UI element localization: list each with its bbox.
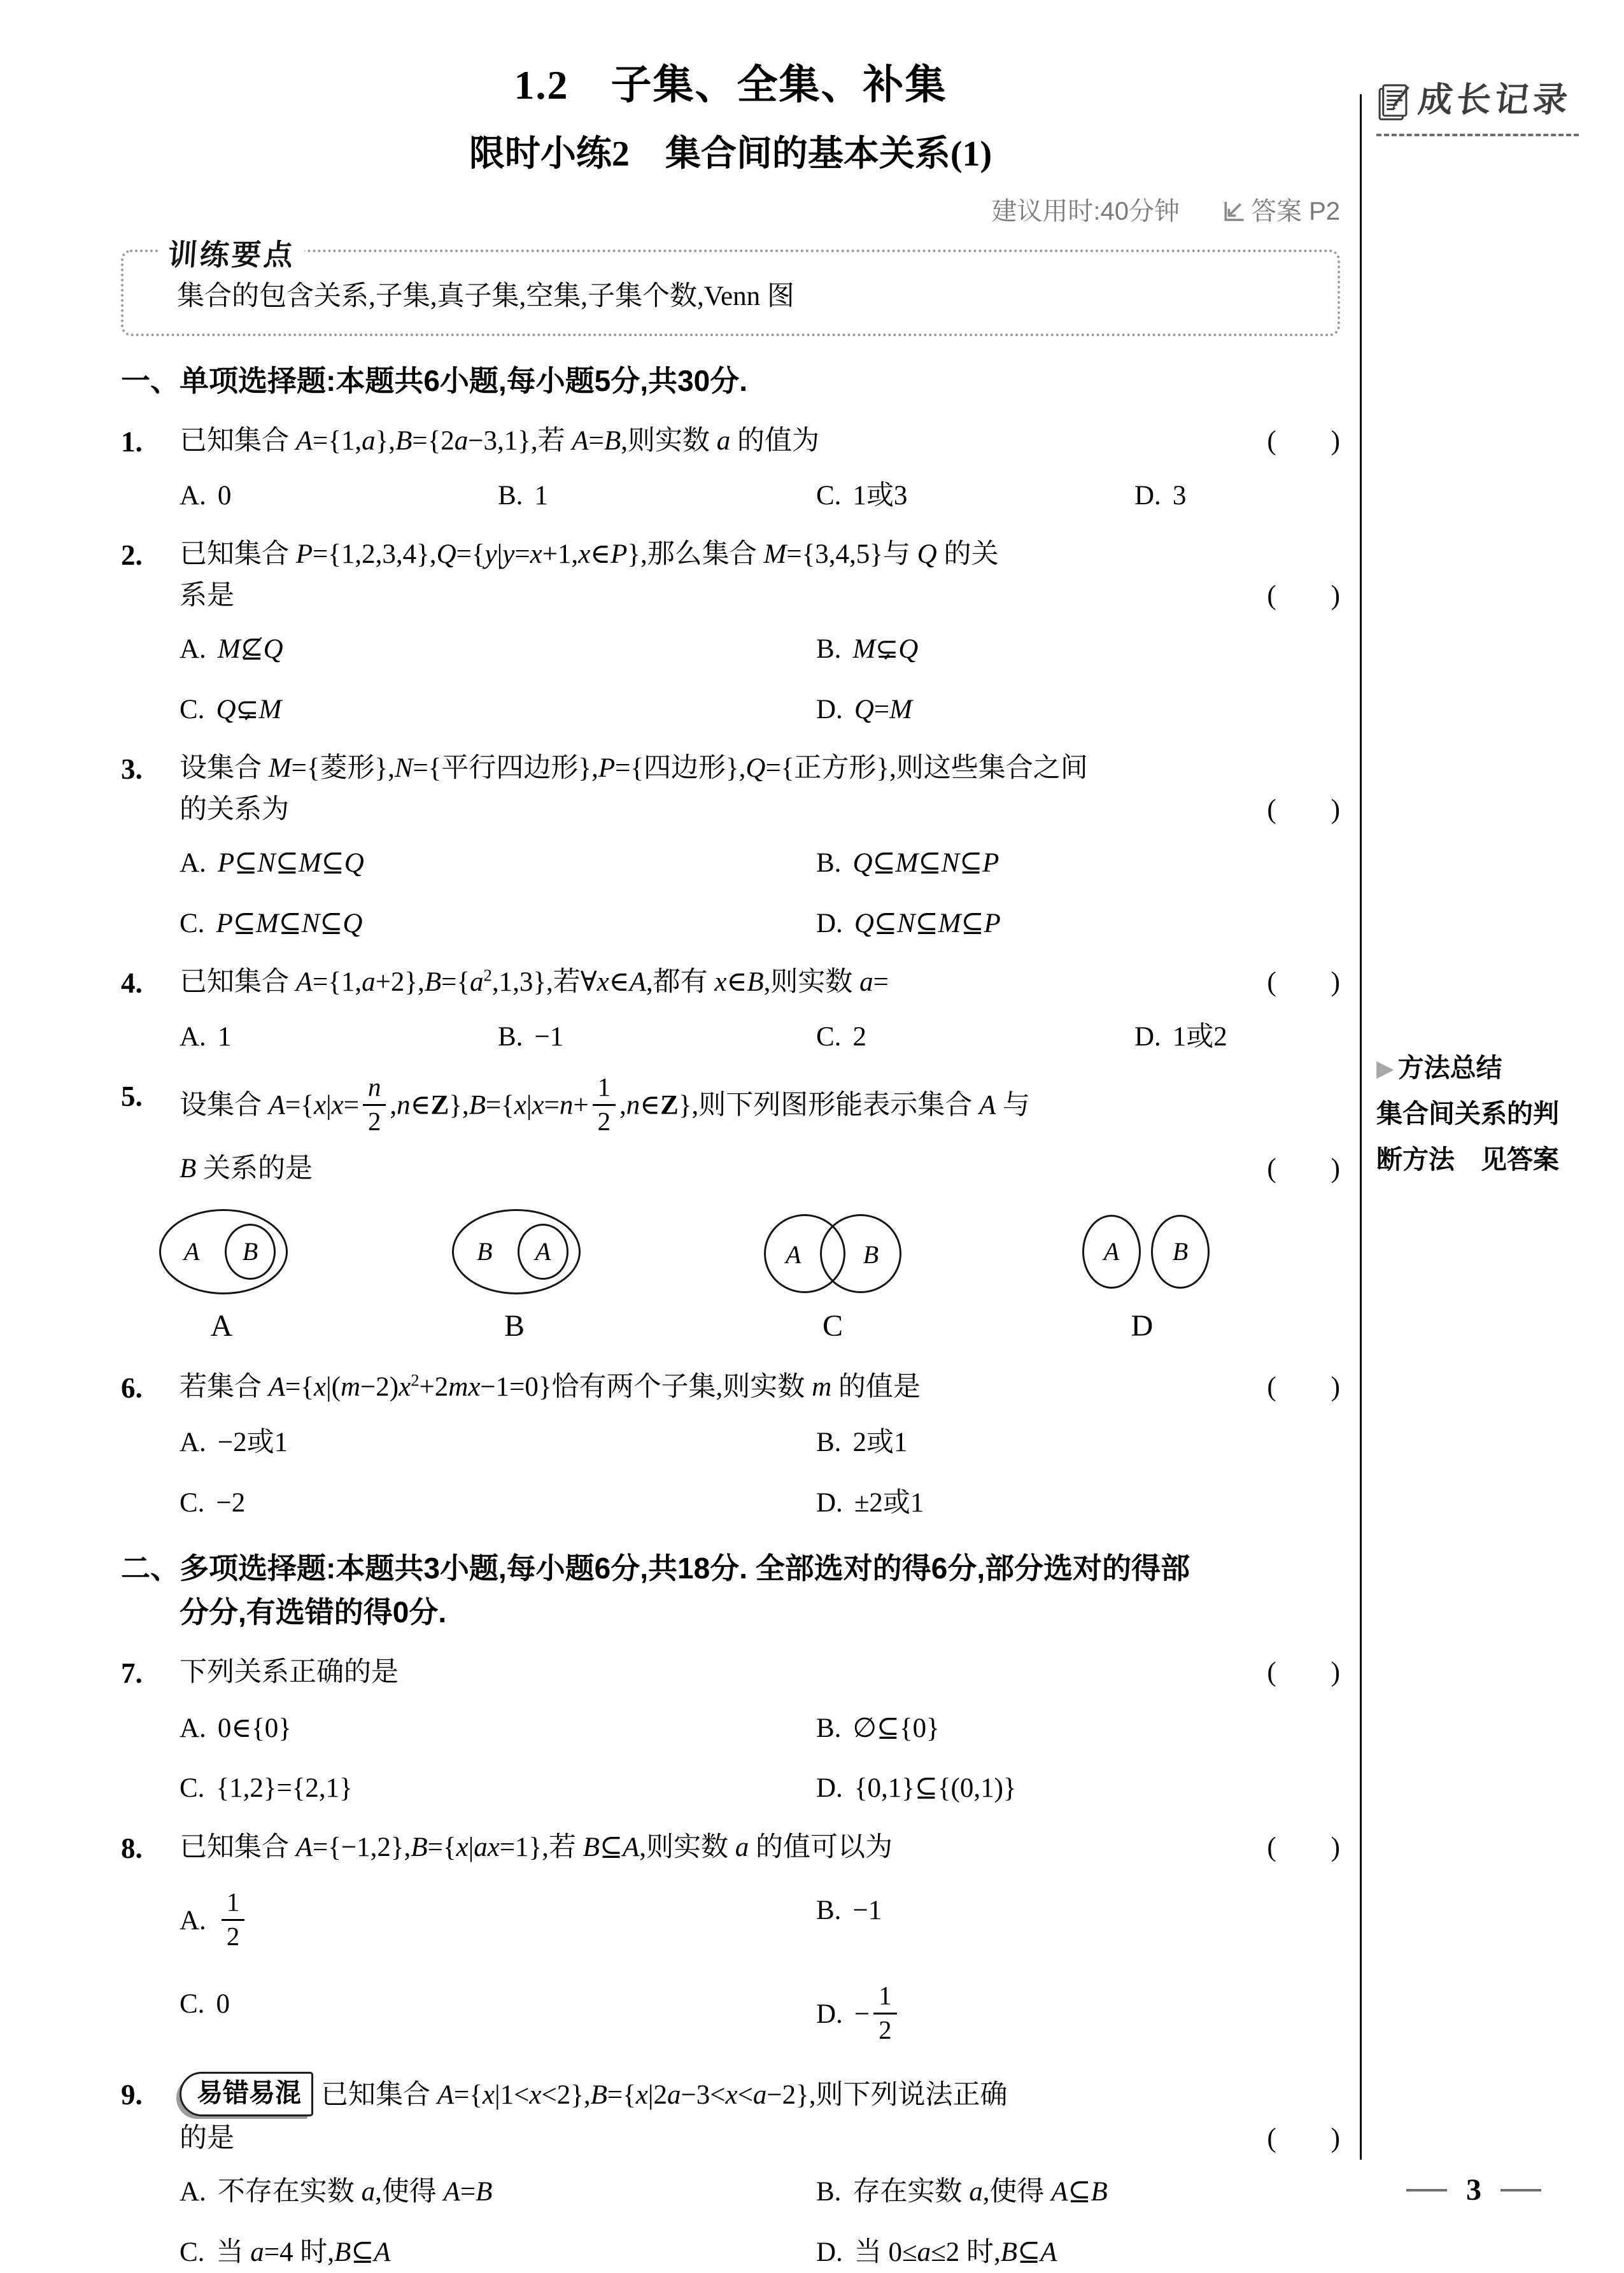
training-points-box <box>121 237 1340 337</box>
question-number: 7. <box>121 1657 143 1690</box>
option-d <box>816 690 1340 731</box>
option-b <box>816 1422 1340 1464</box>
option-text: P⊆N⊆M⊆Q <box>217 848 364 879</box>
answer-bracket: ( ) <box>1267 1154 1340 1184</box>
option-label: A. <box>180 1905 206 1936</box>
option-label: A. <box>180 848 206 879</box>
venn-circle-right <box>1151 1215 1210 1289</box>
option-text: − $\frac{1}{2}$ <box>854 1999 901 2029</box>
question-stem: 下列关系正确的是 <box>180 1657 399 1688</box>
page-number-footer <box>1369 2167 1579 2213</box>
option-text: $\frac{1}{2}$ <box>218 1906 248 1936</box>
option-text: Q⊆N⊆M⊆P <box>854 908 1001 938</box>
option-text: Q⊆M⊆N⊆P <box>852 848 999 879</box>
option-b <box>498 1017 816 1058</box>
venn-set-label: B <box>1172 1236 1189 1266</box>
question-stem-line2: 的是 <box>180 2123 234 2153</box>
venn-inner-circle <box>518 1224 568 1280</box>
answer-bracket: ( ) <box>1267 967 1340 998</box>
options-row <box>121 1017 1340 1058</box>
venn-diagram-a <box>159 1209 288 1294</box>
answer-bracket: ( ) <box>1267 1832 1340 1862</box>
option-text: 当 a=4 时,B⊆A <box>216 2237 391 2267</box>
option-d <box>1134 476 1340 517</box>
growth-record-label: 成长记录 <box>1416 81 1574 119</box>
question-9 <box>121 2074 1340 2273</box>
option-label: A. <box>180 634 206 665</box>
question-number: 9. <box>121 2079 143 2111</box>
option-label: B. <box>816 1713 842 1743</box>
page-number: 3 <box>1466 2173 1481 2207</box>
option-c <box>180 1984 816 2048</box>
method-summary-text-line1: 集合间关系的判 <box>1376 1098 1559 1128</box>
option-d <box>816 903 1340 945</box>
venn-diagram-b <box>452 1209 581 1294</box>
question-stem-line2: 系是 <box>180 580 234 611</box>
option-text: 0 <box>216 1989 230 2020</box>
option-b <box>816 2172 1340 2213</box>
option-label: C. <box>816 480 842 511</box>
triangle-bullet-icon: ▶ <box>1376 1055 1394 1082</box>
option-text: {0,1}⊆{(0,1)} <box>854 1773 1017 1804</box>
question-stem-line2: 的关系为 <box>180 794 289 825</box>
venn-inner-circle <box>225 1224 276 1280</box>
option-a <box>180 476 498 517</box>
page-subtitle: 限时小练2 集合间的基本关系(1) <box>469 134 992 174</box>
option-text: 3 <box>1172 480 1187 511</box>
corner-arrow-icon <box>1220 199 1246 224</box>
venn-set-label: A <box>786 1240 801 1269</box>
venn-diagram-c <box>764 1214 901 1289</box>
options-row <box>121 476 1340 517</box>
venn-set-label: B <box>242 1236 258 1266</box>
option-text: 1 <box>534 480 548 511</box>
option-a <box>180 1708 816 1750</box>
option-text: ∅⊆{0} <box>852 1713 940 1743</box>
option-d <box>816 1483 1340 1524</box>
venn-circle-left <box>1082 1215 1141 1289</box>
option-a <box>180 843 816 884</box>
venn-circle-right <box>820 1214 901 1293</box>
option-a <box>180 1890 816 1955</box>
venn-diagram-d <box>1082 1215 1210 1289</box>
option-label: D. <box>816 1487 843 1518</box>
venn-set-label: A <box>535 1236 551 1266</box>
option-label: D. <box>816 1773 843 1804</box>
question-stem: 若集合 $A=\{x|(m-2)x^2+2mx-1=0\}$恰有两个子集,则实数 m 的值是 <box>180 1370 921 1402</box>
option-text: −1 <box>534 1021 564 1052</box>
question-5 <box>121 1075 1340 1349</box>
option-a <box>180 1422 816 1464</box>
option-text: M⊈Q <box>217 634 283 665</box>
option-b <box>816 843 1340 884</box>
option-a <box>180 1017 498 1058</box>
option-a <box>180 629 816 670</box>
answer-bracket: ( ) <box>1267 2123 1340 2153</box>
answer-bracket: ( ) <box>1267 1371 1340 1402</box>
section-heading-single-choice: 一、单项选择题:本题共6小题,每小题5分,共30分. <box>121 364 747 398</box>
option-b <box>498 476 816 517</box>
training-points-content: 集合的包含关系,子集,真子集,空集,子集个数,Venn 图 <box>177 281 794 311</box>
question-stem: 已知集合 $A=\{1,a+2\},B=\{a^2,1,3\}$,若∀x∈A,都有 x∈B,则实数 a= <box>180 966 889 998</box>
page-number-dash <box>1500 2189 1541 2192</box>
option-label: D. <box>816 694 843 725</box>
venn-options-row <box>121 1209 1340 1294</box>
option-label: D. <box>1134 480 1161 511</box>
question-stem-text: 已知集合 A={x|1<x<2},B={x|2a−3<x<a−2},则下列说法正确 <box>321 2080 1008 2111</box>
option-label: A. <box>180 2177 206 2207</box>
answer-bracket: ( ) <box>1267 580 1340 611</box>
section-heading-line1: 二、多项选择题:本题共3小题,每小题6分,共18分. 全部选对的得6分,部分选对的得部 <box>121 1552 1190 1585</box>
venn-set-label: B <box>477 1236 493 1266</box>
question-number: 2. <box>121 539 143 572</box>
option-text: 0 <box>217 480 232 511</box>
option-label: B. <box>816 2177 842 2207</box>
option-text: Q⊊M <box>216 694 282 725</box>
option-label: B. <box>816 1895 842 1926</box>
suggested-time: 建议用时:40分钟 <box>991 197 1180 225</box>
option-label: A. <box>180 1713 206 1743</box>
option-label: D. <box>816 908 843 938</box>
option-label: B. <box>816 1427 842 1458</box>
option-c <box>180 690 816 731</box>
question-6 <box>121 1367 1340 1524</box>
option-c <box>180 903 816 945</box>
growth-record-logo <box>1376 83 1579 136</box>
options-grid <box>121 2172 1340 2273</box>
notepad-pencil-icon <box>1376 83 1412 122</box>
options-grid <box>121 1890 1340 2048</box>
venn-option-letter: D <box>1131 1308 1154 1343</box>
question-stem-line1 <box>180 2074 1340 2118</box>
option-b <box>816 1708 1340 1750</box>
question-2 <box>121 534 1340 730</box>
error-prone-badge: 易错易混 <box>180 2072 313 2116</box>
option-text: 1 <box>217 1021 232 1052</box>
option-a <box>180 2172 816 2213</box>
question-stem: 已知集合 A={−1,2},B={x|ax=1},若 B⊆A,则实数 a 的值可以为 <box>180 1832 893 1862</box>
question-stem-line2: B 关系的是 <box>180 1154 313 1184</box>
option-text: −2或1 <box>217 1427 288 1458</box>
section-heading-line2: 分分,有选错的得0分. <box>180 1596 447 1629</box>
answer-bracket: ( ) <box>1267 1657 1340 1688</box>
option-label: C. <box>180 1989 205 2020</box>
option-text: M⊊Q <box>852 634 919 665</box>
method-summary-text-line2: 断方法 见答案 <box>1376 1144 1559 1174</box>
venn-letter-row <box>121 1303 1340 1349</box>
option-text: 2 <box>852 1021 866 1052</box>
sidebar-divider-line <box>1360 94 1362 2160</box>
option-text: {1,2}={2,1} <box>216 1773 353 1804</box>
option-label: D. <box>816 1999 843 2029</box>
option-text: 当 0≤a≤2 时,B⊆A <box>854 2237 1057 2267</box>
option-label: C. <box>180 908 205 938</box>
answer-bracket: ( ) <box>1267 794 1340 825</box>
option-text: 1或2 <box>1172 1021 1227 1052</box>
page-number-dash <box>1406 2189 1447 2192</box>
option-label: B. <box>498 1021 523 1052</box>
question-1 <box>121 421 1340 516</box>
option-label: D. <box>816 2237 843 2267</box>
option-label: C. <box>180 694 205 725</box>
training-points-label: 训练要点 <box>158 233 306 277</box>
question-number: 4. <box>121 967 143 1000</box>
option-c <box>180 1768 816 1809</box>
question-stem: 已知集合 A={1,a},B={2a−3,1},若 A=B,则实数 a 的值为 <box>180 426 819 457</box>
answer-reference <box>1220 192 1340 230</box>
option-label: C. <box>180 1487 205 1518</box>
answer-ref-label: 答案 P2 <box>1250 197 1340 225</box>
question-stem-line1: 设集合 M={菱形},N={平行四边形},P={四边形},Q={正方形},则这些集合之间 <box>180 753 1088 784</box>
option-label: C. <box>180 2237 205 2267</box>
option-label: B. <box>816 634 842 665</box>
method-summary-title: 方法总结 <box>1397 1053 1502 1082</box>
option-b <box>816 1890 1340 1955</box>
question-3 <box>121 748 1340 944</box>
venn-set-label: B <box>863 1240 879 1269</box>
option-label: B. <box>498 480 523 511</box>
method-summary-title-row <box>1376 1045 1593 1091</box>
option-c <box>816 476 1134 517</box>
option-d <box>816 1768 1340 1809</box>
question-8 <box>121 1827 1340 2048</box>
option-text: 1或3 <box>852 480 908 511</box>
option-label: A. <box>180 480 206 511</box>
page-title: 1.2 子集、全集、补集 <box>514 62 947 108</box>
question-stem-line1: 设集合 A={x|x= $\frac{n}{2}$ ,n∈Z},B={x|x=n+ $\frac{1}{2}$ ,n∈Z},则下列图形能表示集合 A 与 <box>180 1073 1030 1136</box>
option-text: 0∈{0} <box>217 1713 292 1743</box>
options-grid <box>121 629 1340 730</box>
option-c <box>180 2232 816 2273</box>
options-grid <box>121 1422 1340 1524</box>
venn-set-label: A <box>1103 1236 1120 1266</box>
option-label: C. <box>180 1773 205 1804</box>
venn-option-letter: C <box>822 1308 843 1343</box>
option-label: A. <box>180 1021 206 1052</box>
main-column <box>121 0 1340 2273</box>
venn-option-letter: B <box>504 1308 525 1343</box>
option-d <box>816 2232 1340 2273</box>
question-number: 5. <box>121 1080 143 1113</box>
question-stem-line1: 已知集合 P={1,2,3,4},Q={y|y=x+1,x∈P},那么集合 M={3,4,5}与 Q 的关 <box>180 539 999 570</box>
option-text: −2 <box>216 1487 246 1518</box>
question-7 <box>121 1652 1340 1809</box>
option-label: C. <box>816 1021 842 1052</box>
question-4 <box>121 962 1340 1058</box>
option-text: 存在实数 a,使得 A⊆B <box>852 2177 1108 2207</box>
options-grid <box>121 843 1340 944</box>
option-text: 2或1 <box>852 1427 908 1458</box>
option-text: 不存在实数 a,使得 A=B <box>217 2177 493 2207</box>
question-number: 3. <box>121 753 143 786</box>
venn-set-label: A <box>184 1236 200 1266</box>
answer-bracket: ( ) <box>1267 426 1340 457</box>
option-d <box>816 1981 1340 2048</box>
question-number: 1. <box>121 426 143 458</box>
meta-line <box>121 192 1340 230</box>
option-label: D. <box>1134 1021 1161 1052</box>
question-number: 8. <box>121 1832 143 1864</box>
option-b <box>816 629 1340 670</box>
option-label: A. <box>180 1427 206 1458</box>
option-text: Q=M <box>854 694 912 725</box>
option-d <box>1134 1017 1340 1058</box>
option-text: ±2或1 <box>854 1487 924 1518</box>
section-heading-multi-choice <box>121 1547 1340 1634</box>
option-text: −1 <box>852 1895 882 1926</box>
options-grid <box>121 1708 1340 1809</box>
venn-option-letter: A <box>210 1308 233 1343</box>
option-text: P⊆M⊆N⊆Q <box>216 908 363 938</box>
option-c <box>180 1483 816 1524</box>
option-c <box>816 1017 1134 1058</box>
question-number: 6. <box>121 1371 143 1404</box>
method-summary-note <box>1376 1045 1593 1182</box>
option-label: B. <box>816 848 842 879</box>
